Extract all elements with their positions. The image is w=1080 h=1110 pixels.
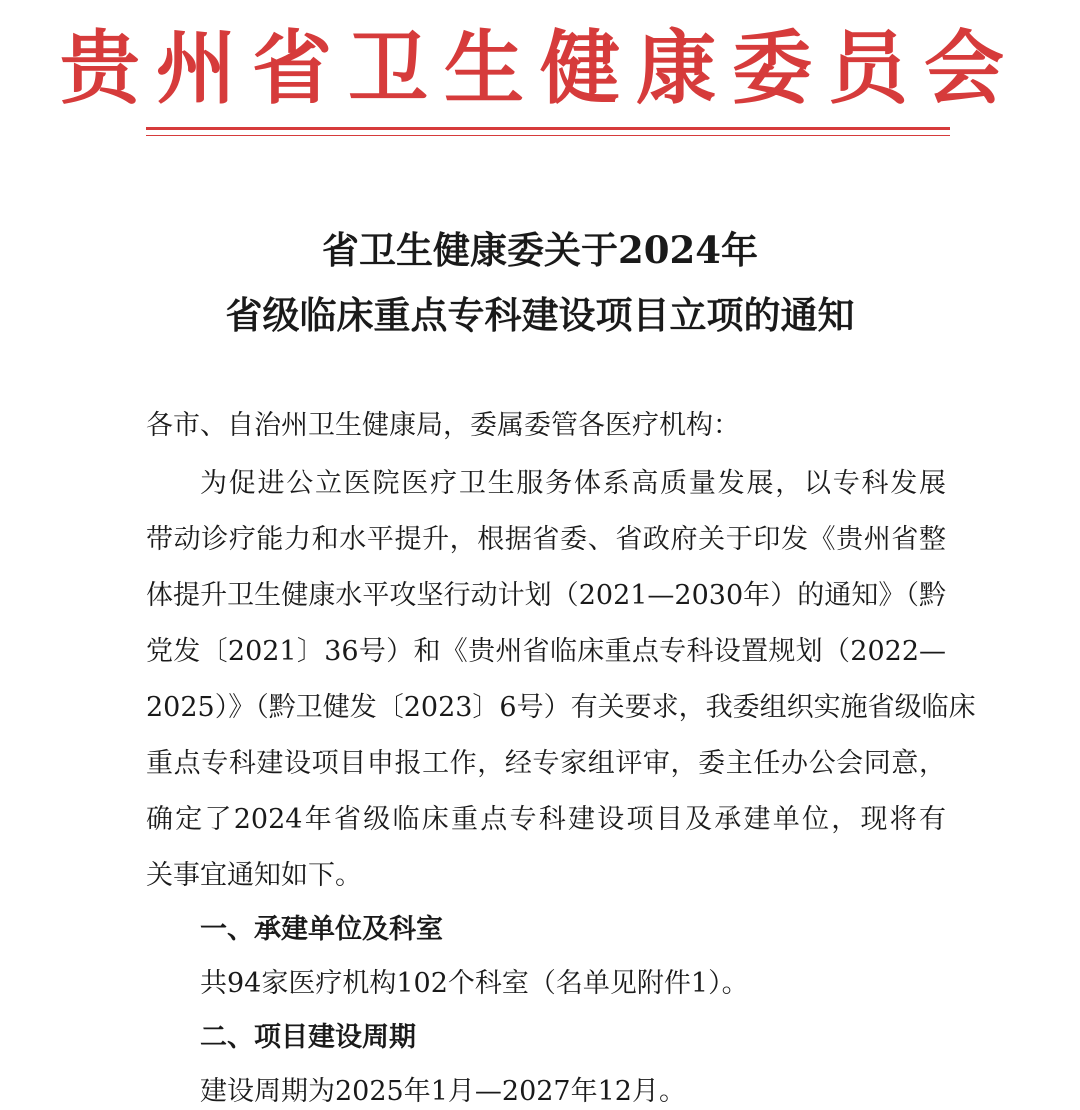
body-line: 2025）》（黔卫健发〔2023〕6号）有关要求，我委组织实施省级临床 (146, 692, 976, 723)
section-content: 共94家医疗机构102个科室（名单见附件1）。 (200, 968, 749, 999)
document-title-line-1: 省卫生健康委关于2024年 (322, 228, 758, 272)
header-rule-thick (146, 127, 950, 130)
body-line: 重点专科建设项目申报工作，经专家组评审，委主任办公会同意， (146, 748, 946, 779)
header-rule-thin (146, 135, 950, 136)
section-heading: 二、项目建设周期 (200, 1022, 416, 1053)
body-line: 确定了2024年省级临床重点专科建设项目及承建单位，现将有 (146, 804, 946, 835)
body-line: 党发〔2021〕36号）和《贵州省临床重点专科设置规划（2022— (146, 636, 946, 667)
salutation: 各市、自治州卫生健康局，委属委管各医疗机构： (146, 410, 740, 441)
body-line: 体提升卫生健康水平攻坚行动计划（2021—2030年）的通知》（黔 (146, 580, 946, 611)
section-content: 建设周期为2025年1月—2027年12月。 (200, 1076, 686, 1107)
section-heading: 一、承建单位及科室 (200, 914, 443, 945)
body-line: 带动诊疗能力和水平提升，根据省委、省政府关于印发《贵州省整 (146, 524, 946, 555)
body-line: 关事宜通知如下。 (146, 860, 362, 891)
document-title-line-2: 省级临床重点专科建设项目立项的通知 (225, 293, 855, 337)
issuing-org-header: 贵州省卫生健康委员会 (60, 21, 1020, 115)
body-line: 为促进公立医院医疗卫生服务体系高质量发展，以专科发展 (200, 468, 946, 499)
